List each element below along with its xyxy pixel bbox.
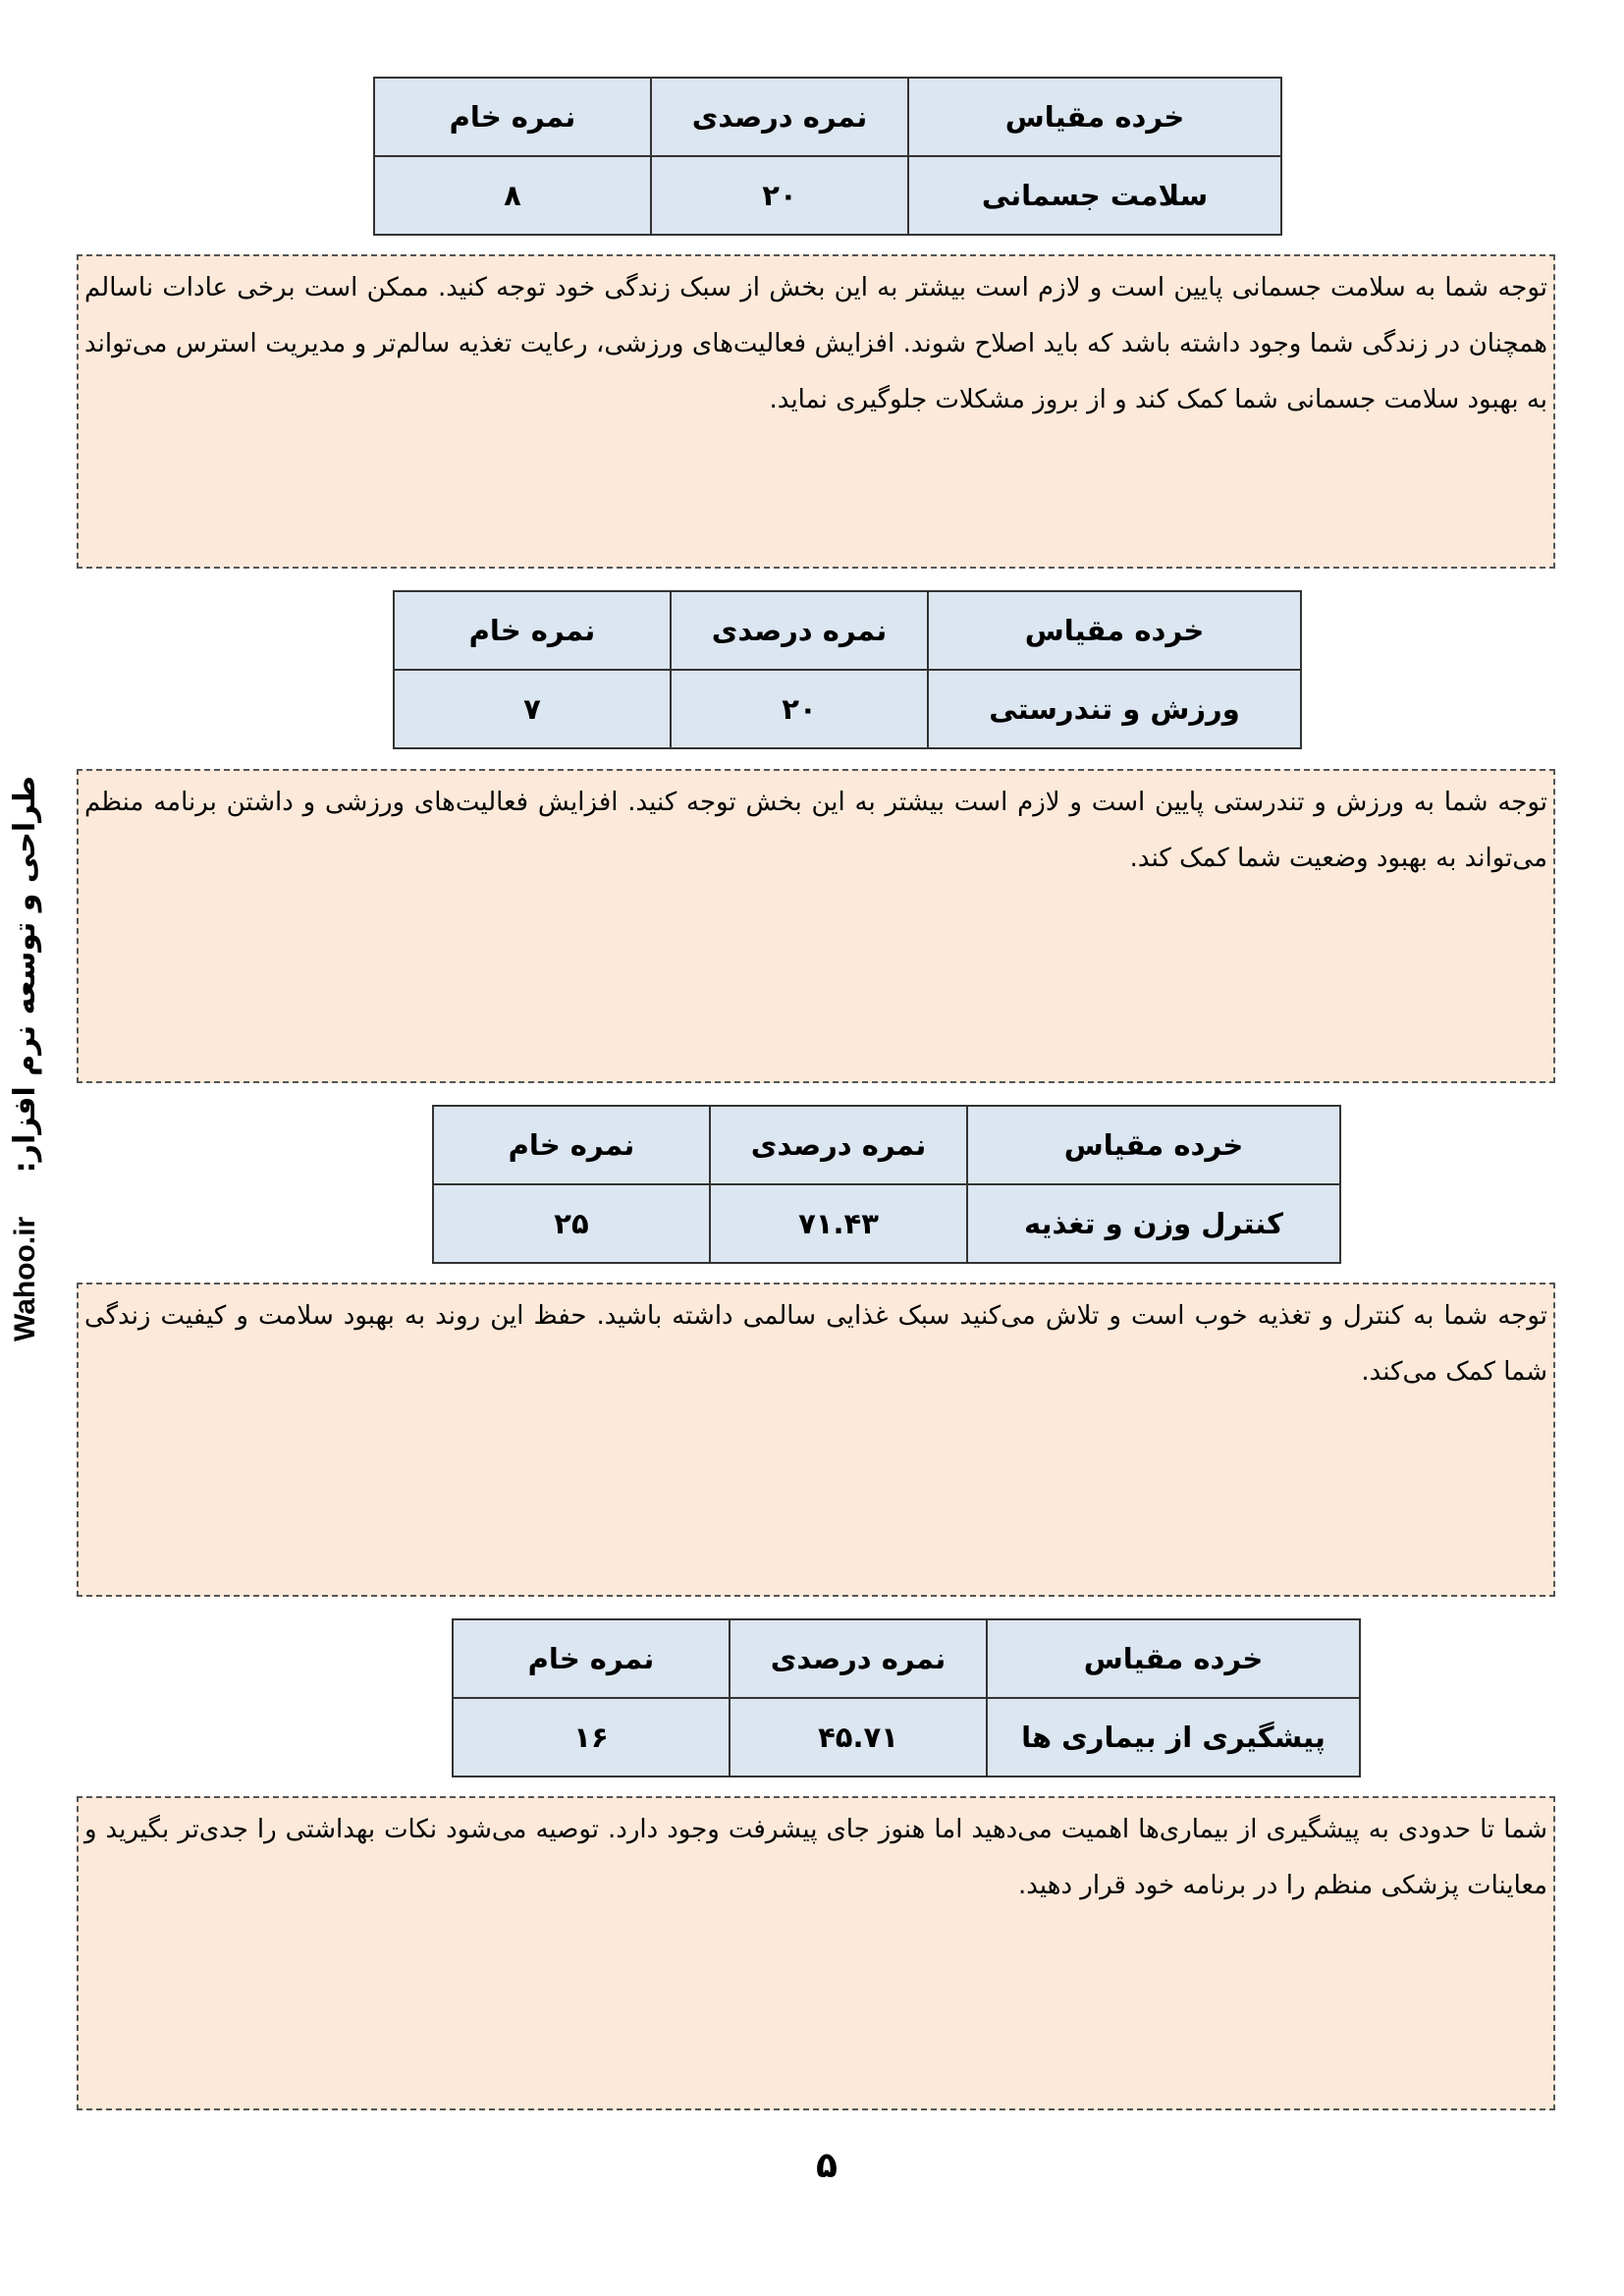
- cell-percent: ۴۵.۷۱: [730, 1698, 987, 1777]
- header-raw: نمره خام: [394, 591, 671, 670]
- header-raw: نمره خام: [453, 1619, 730, 1698]
- header-raw: نمره خام: [433, 1106, 710, 1184]
- cell-percent: ۲۰: [671, 670, 928, 748]
- header-raw: نمره خام: [374, 78, 651, 156]
- table-header-row: [394, 591, 1301, 670]
- score-table: [393, 590, 1302, 749]
- table-header-row: [374, 78, 1281, 156]
- credit-text: طراحی و توسعه نرم افزار:: [8, 776, 42, 1174]
- note-box: [77, 254, 1555, 569]
- header-percent: نمره درصدی: [651, 78, 908, 156]
- header-subscale: خرده مقیاس: [928, 591, 1301, 670]
- cell-raw: ۱۶: [453, 1698, 730, 1777]
- table-row: [394, 670, 1301, 748]
- table-header-row: [453, 1619, 1360, 1698]
- cell-raw: ۸: [374, 156, 651, 235]
- header-subscale: خرده مقیاس: [967, 1106, 1340, 1184]
- score-table: [452, 1618, 1361, 1777]
- cell-subscale: ورزش و تندرستی: [928, 670, 1301, 748]
- table-row: [453, 1698, 1360, 1777]
- score-table: [373, 77, 1282, 236]
- cell-percent: ۷۱.۴۳: [710, 1184, 967, 1263]
- note-box: [77, 1796, 1555, 2110]
- credit-site: Wahoo.ir: [9, 1216, 41, 1342]
- side-credit: [8, 776, 67, 1342]
- cell-subscale: سلامت جسمانی: [908, 156, 1281, 235]
- cell-subscale: پیشگیری از بیماری ها: [987, 1698, 1360, 1777]
- table-header-row: [433, 1106, 1340, 1184]
- note-box: [77, 769, 1555, 1083]
- cell-raw: ۲۵: [433, 1184, 710, 1263]
- note-text: شما تا حدودی به پیشگیری از بیماری‌ها اهمیت می‌دهید اما هنوز جای پیشرفت وجود دارد. توصیه می‌شود نکات بهداشتی را جدی‌تر بگیرید و معاینات پزشکی منظم را در برنامه خود قرار دهید.: [84, 1815, 1547, 1900]
- cell-subscale: کنترل وزن و تغذیه: [967, 1184, 1340, 1263]
- header-percent: نمره درصدی: [671, 591, 928, 670]
- header-percent: نمره درصدی: [730, 1619, 987, 1698]
- cell-percent: ۲۰: [651, 156, 908, 235]
- note-text: توجه شما به سلامت جسمانی پایین است و لازم است بیشتر به این بخش از سبک زندگی خود توجه کنید. ممکن است برخی عادات ناسالم همچنان در زندگی شما وجود داشته باشد که باید اصلاح شوند. افزایش فعالیت‌های ورزشی، رعایت تغذیه سالم‌تر و مدیریت استرس می‌تواند به بهبود سلامت جسمانی شما کمک کند و از بروز مشکلات جلوگیری نماید.: [84, 273, 1547, 414]
- note-text: توجه شما به کنترل و تغذیه خوب است و تلاش می‌کنید سبک غذایی سالمی داشته باشید. حفظ این روند به بهبود سلامت و کیفیت زندگی شما کمک می‌کند.: [84, 1301, 1547, 1387]
- page-number: ۵: [816, 2146, 838, 2186]
- header-percent: نمره درصدی: [710, 1106, 967, 1184]
- header-subscale: خرده مقیاس: [908, 78, 1281, 156]
- score-table: [432, 1105, 1341, 1264]
- cell-raw: ۷: [394, 670, 671, 748]
- table-row: [374, 156, 1281, 235]
- header-subscale: خرده مقیاس: [987, 1619, 1360, 1698]
- note-box: [77, 1283, 1555, 1597]
- note-text: توجه شما به ورزش و تندرستی پایین است و لازم است بیشتر به این بخش توجه کنید. افزایش فعالیت‌های ورزشی و داشتن برنامه منظم می‌تواند به بهبود وضعیت شما کمک کند.: [84, 788, 1547, 873]
- table-row: [433, 1184, 1340, 1263]
